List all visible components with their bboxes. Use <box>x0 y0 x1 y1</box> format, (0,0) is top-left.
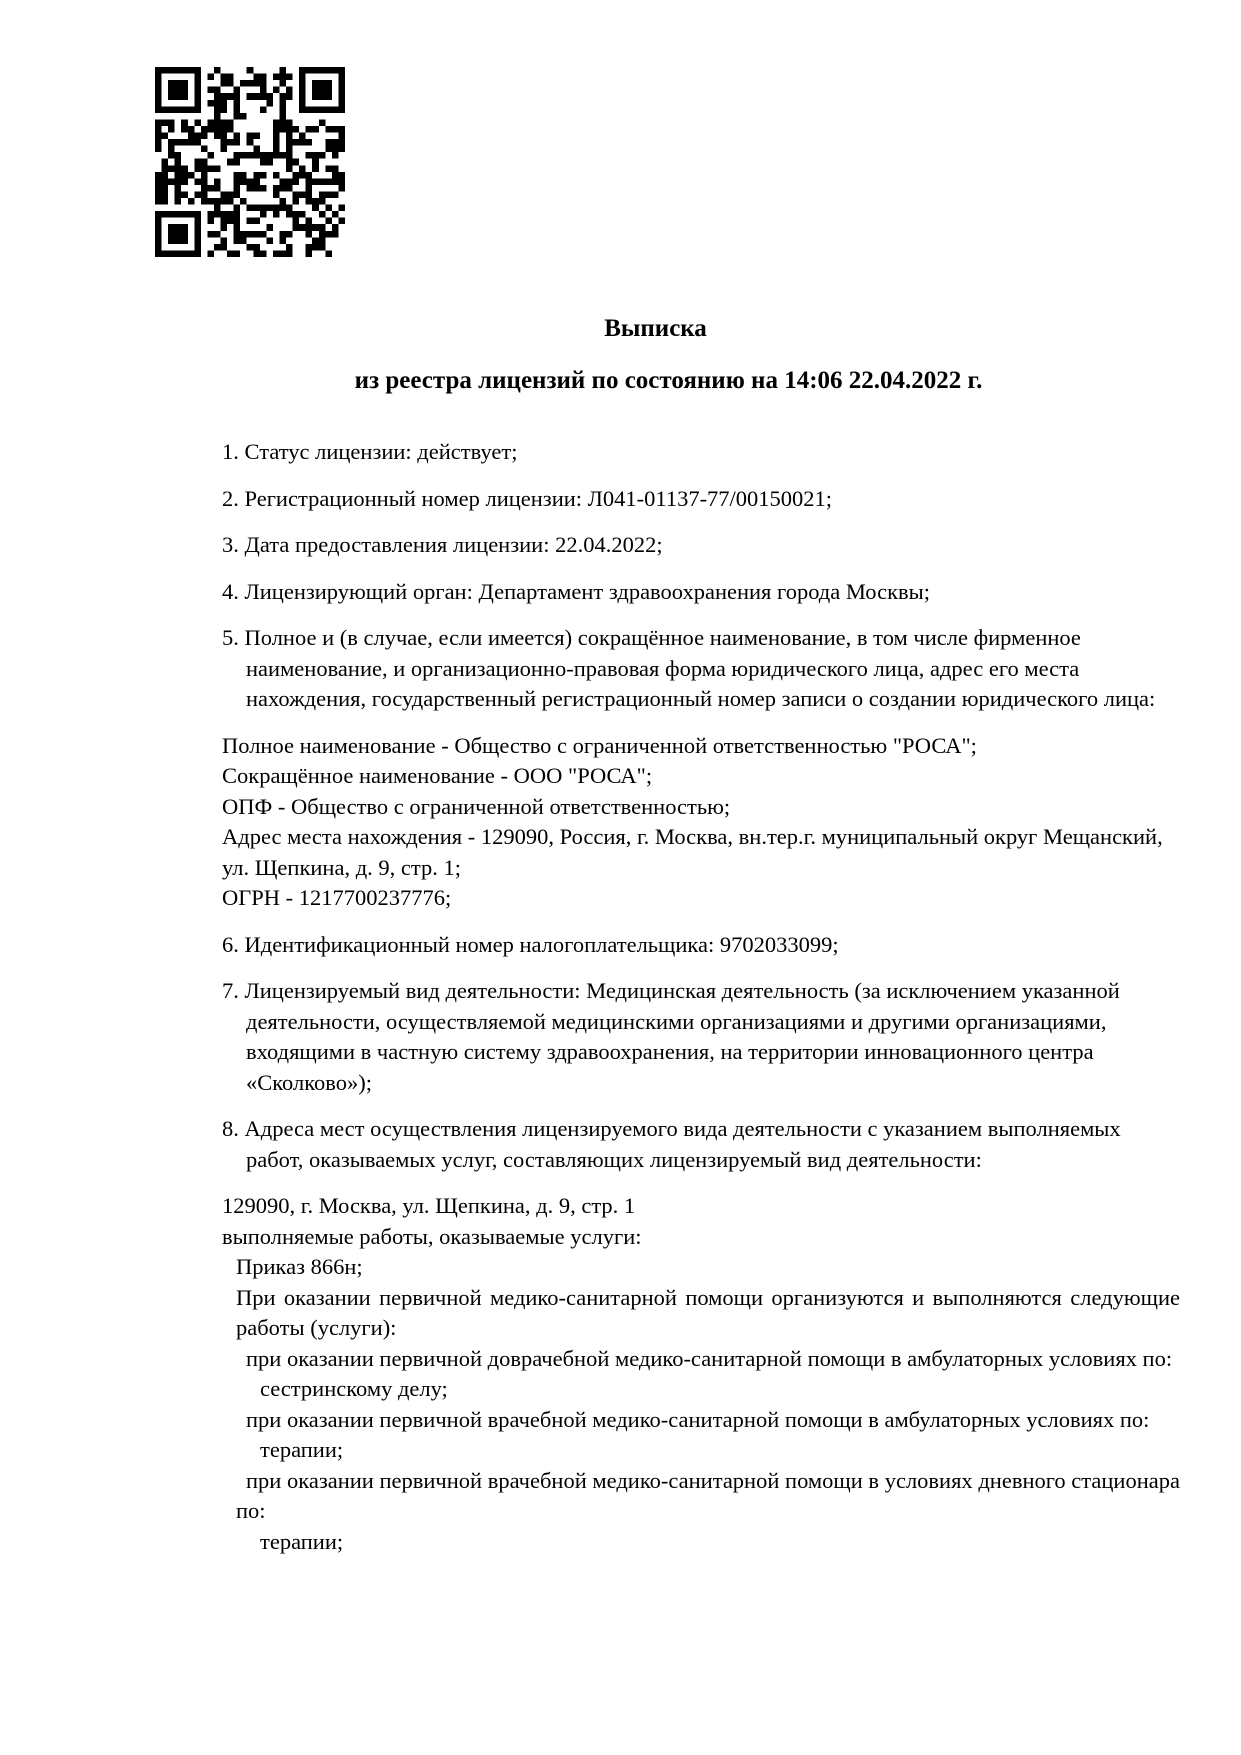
licensing-authority-item: 4. Лицензирующий орган: Департамент здравоохранения города Москвы; <box>222 578 931 604</box>
entity-details <box>222 731 1180 914</box>
inn-item: 6. Идентификационный номер налогоплательщика: 9702033099; <box>222 931 839 957</box>
license-date-item: 3. Дата предоставления лицензии: 22.04.2022; <box>222 532 663 557</box>
entity-address: Адрес места нахождения - 129090, Россия, г. Москва, вн.тер.г. муниципальный округ Мещанский, ул. Щепкина, д. 9, стр. 1; <box>222 824 1163 880</box>
services-address: 129090, г. Москва, ул. Щепкина, д. 9, стр. 1 <box>222 1193 636 1218</box>
document-subtitle: из реестра лицензий по состоянию на 14:06 22.04.2022 г. <box>354 367 983 394</box>
qr-code-icon <box>155 67 345 257</box>
document-title: Выписка <box>604 315 707 342</box>
activity-addresses-item: 8. Адреса мест осуществления лицензируемого вида деятельности с указанием выполняемых работ, оказываемых услуг, составляющих лицензируемый вид деятельности: <box>222 1116 1121 1172</box>
activity-type-item: 7. Лицензируемый вид деятельности: Медицинская деятельность (за исключением указанной деятельности, осуществляемой медицинскими организациями и другими организациями, входящими в частную систему здравоохранения, на территории инновационного центра «Сколково»); <box>222 978 1120 1095</box>
entity-short-name: Сокращённое наименование - ООО "РОСА"; <box>222 763 653 788</box>
services-group-2-item: терапии; <box>260 1437 344 1462</box>
services-group-1-item: сестринскому делу; <box>260 1376 448 1401</box>
entity-name-item: 5. Полное и (в случае, если имеется) сокращённое наименование, в том числе фирменное наименование, и организационно-правовая форма юридического лица, адрес его места нахождения, государственный регистрационный номер записи о создании юридического лица: <box>222 625 1156 711</box>
services-group-2: при оказании первичной врачебной медико-санитарной помощи в амбулаторных условиях по: <box>246 1406 1150 1432</box>
entity-opf: ОПФ - Общество с ограниченной ответственностью; <box>222 793 731 819</box>
services-heading: выполняемые работы, оказываемые услуги: <box>222 1223 642 1249</box>
services-group-3-item: терапии; <box>260 1528 344 1554</box>
services-order: Приказ 866н; <box>236 1254 363 1279</box>
services-group-1: при оказании первичной доврачебной медико-санитарной помощи в амбулаторных условиях по: <box>246 1345 1173 1371</box>
status-item: 1. Статус лицензии: действует; <box>222 439 518 464</box>
registration-number-item: 2. Регистрационный номер лицензии: Л041-01137-77/00150021; <box>222 485 833 511</box>
entity-full-name: Полное наименование - Общество с ограниченной ответственностью "РОСА"; <box>222 732 977 758</box>
services-group-3: при оказании первичной врачебной медико-санитарной помощи в условиях дневного стационара по: <box>236 1467 1180 1523</box>
services-block <box>222 1191 1180 1557</box>
document-body <box>222 437 1180 1557</box>
services-intro: При оказании первичной медико-санитарной помощи организуются и выполняются следующие работы (услуги): <box>236 1284 1180 1340</box>
entity-ogrn: ОГРН - 1217700237776; <box>222 885 452 910</box>
